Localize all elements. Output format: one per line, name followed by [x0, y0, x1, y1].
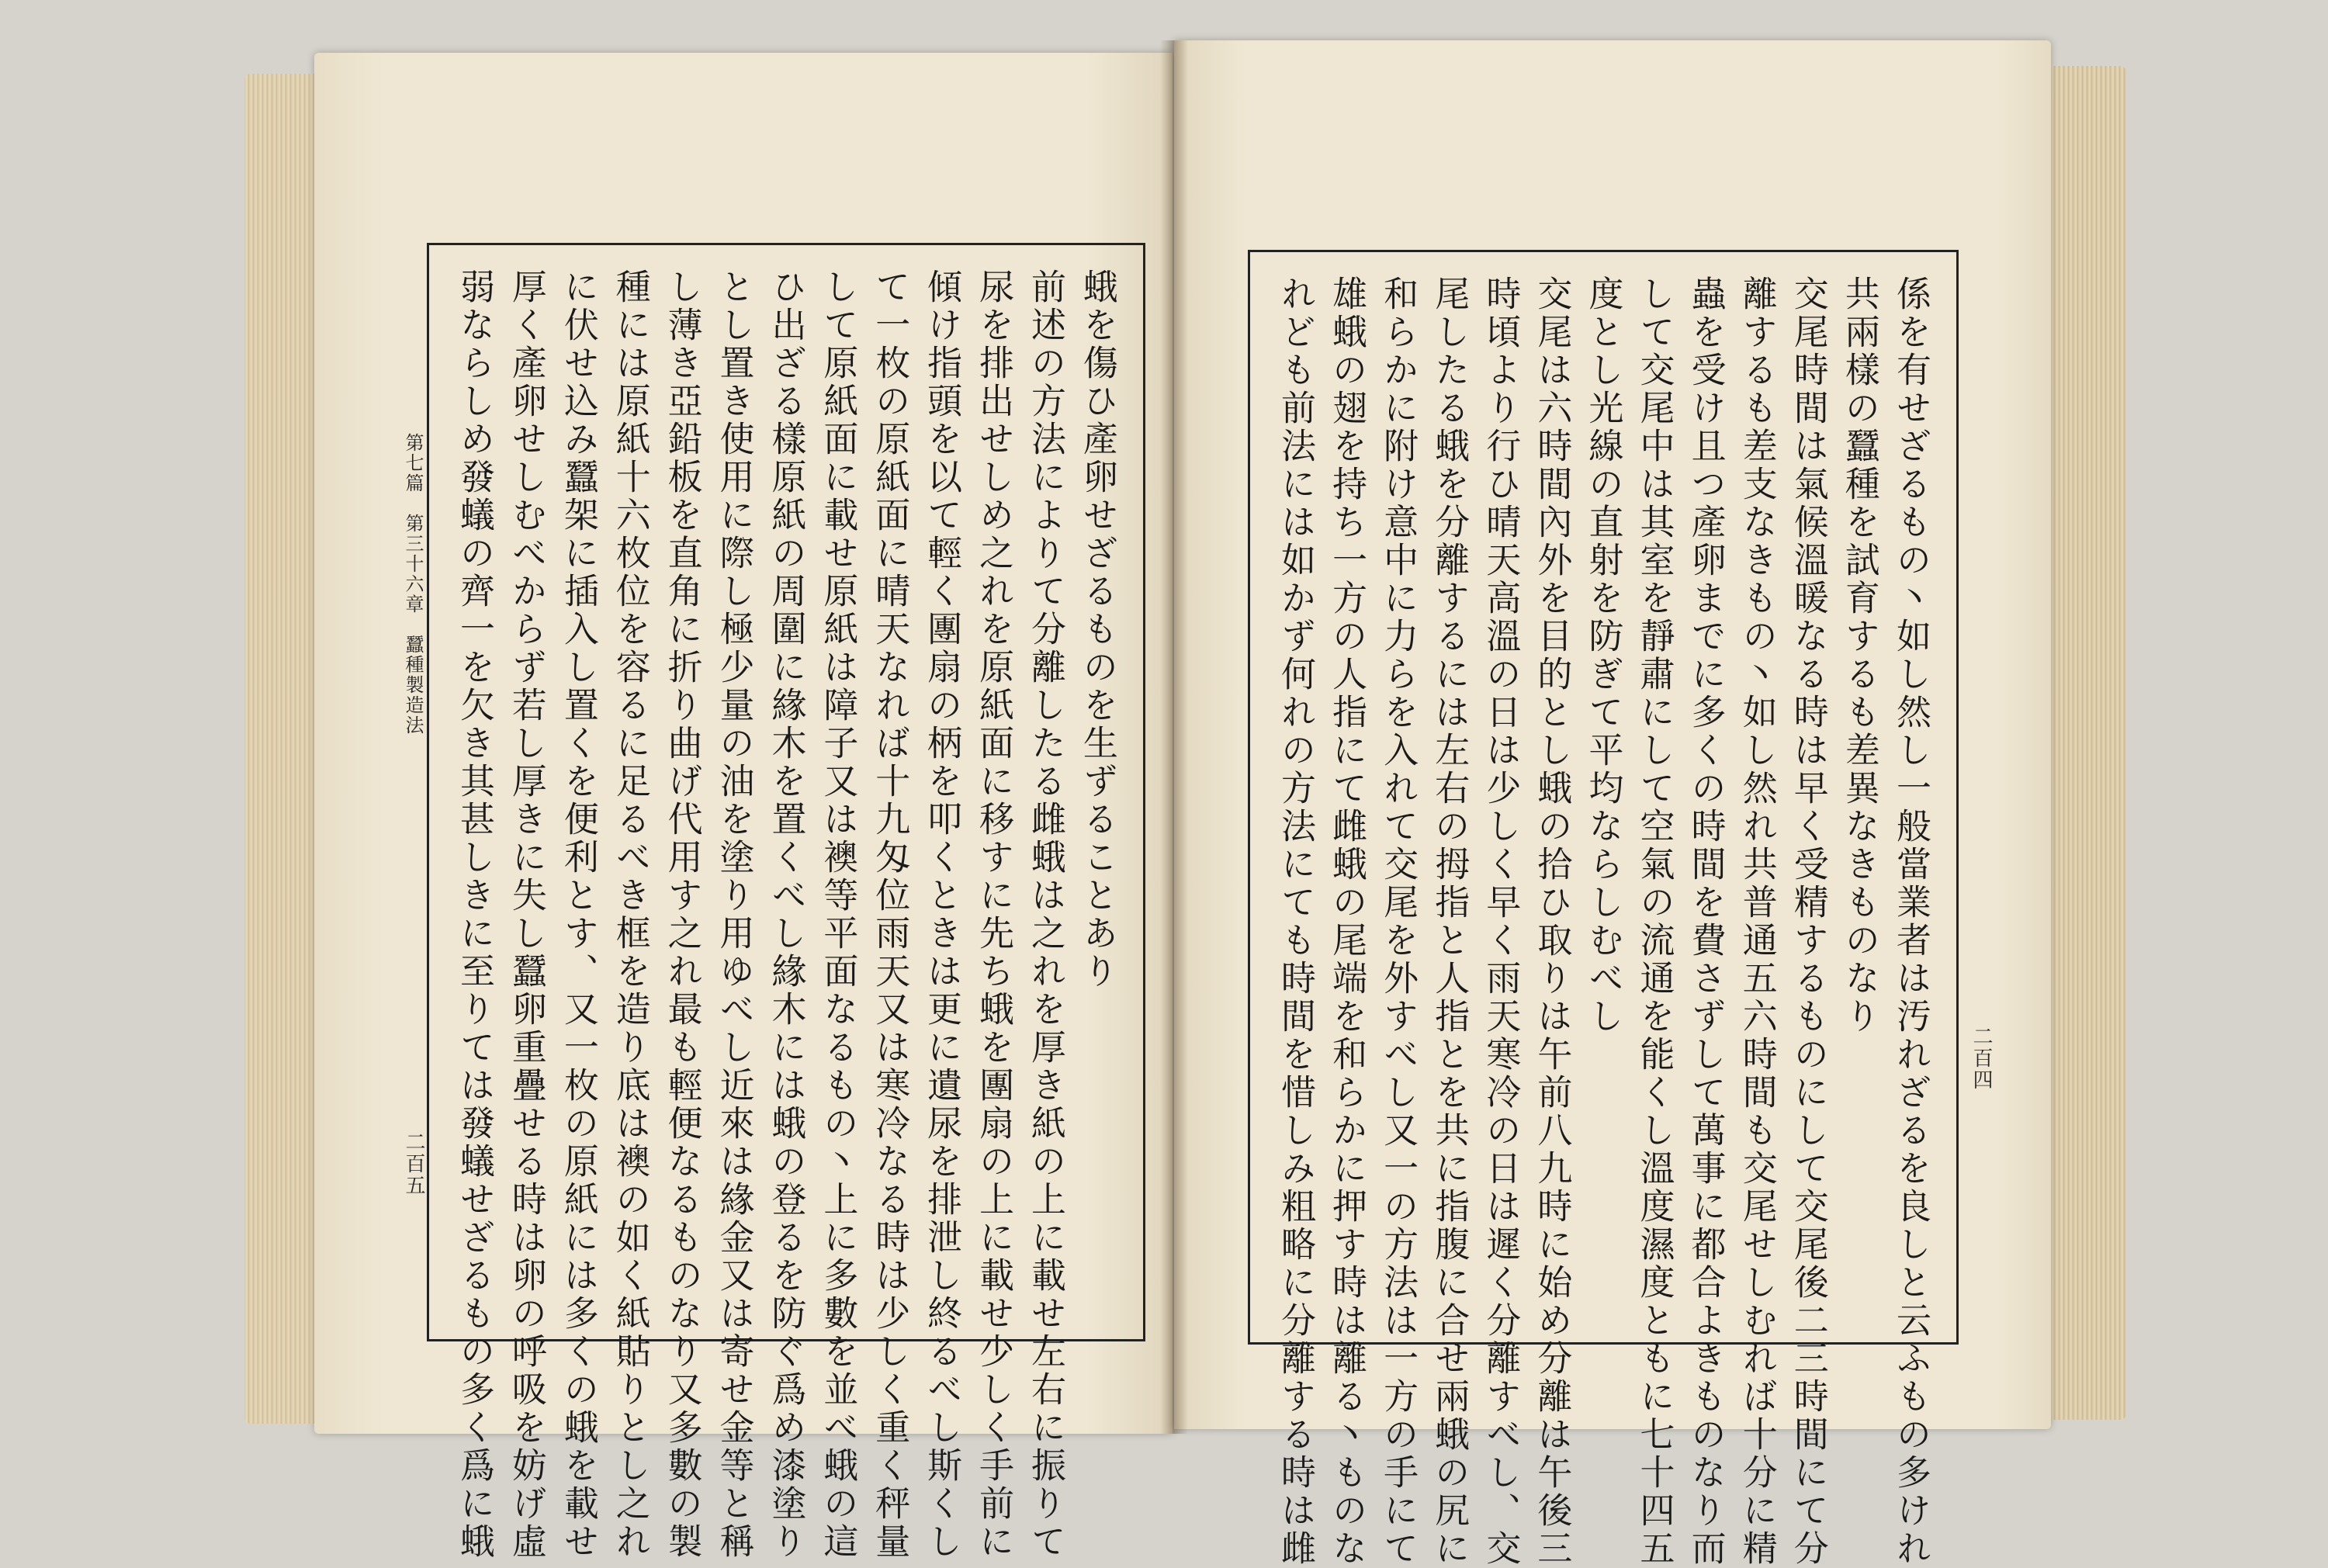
text-column: 共兩樣の蠶種を試育するも差異なきものなり: [1838, 275, 1880, 1036]
page-edges-right: [2041, 66, 2126, 1420]
text-column: 雄蛾の翅を持ち一方の人指にて雌蛾の尾端を和らかに押す時は離る丶ものな: [1326, 275, 1368, 1568]
page-number-left: 二百五: [402, 1131, 425, 1196]
left-page: [314, 53, 1173, 1561]
text-column: 時頃より行ひ晴天高溫の日は少しく早く雨天寒冷の日は遲く分離すべし、交: [1480, 275, 1522, 1568]
text-column: し薄き亞鉛板を直角に折り曲げ代用す之れ最も輕便なるものなり又多數の製: [661, 268, 703, 1561]
text-column: して原紙面に載せ原紙は障子又は襖等平面なるもの丶上に多數を並べ蛾の這: [817, 268, 859, 1561]
text-column: て一枚の原紙面に晴天なれば十九匁位雨天又は寒冷なる時は少しく重く秤量: [869, 268, 911, 1561]
page-number-right: 二百四: [1969, 1026, 1993, 1091]
text-column: 離するも差支なきもの丶如し然れ共普通五六時間も交尾せしむれば十分に精: [1736, 275, 1778, 1568]
text-column: 前述の方法によりて分離したる雌蛾は之れを厚き紙の上に載せ左右に振りて: [1024, 268, 1066, 1561]
text-column: して交尾中は其室を靜肅にして空氣の流通を能くし溫度濕度ともに七十四五: [1633, 275, 1675, 1568]
text-column: 尾したる蛾を分離するには左右の拇指と人指とを共に指腹に合せ兩蛾の尻に: [1429, 275, 1471, 1568]
text-column: 種には原紙十六枚位を容るに足るべき框を造り底は襖の如く紙貼りとし之れ: [609, 268, 651, 1561]
running-head: 第七篇 第三十六章 蠶種製造法: [402, 433, 424, 736]
text-column: 蟲を受け且つ產卵までに多くの時間を費さずして萬事に都合よきものなり而: [1685, 275, 1727, 1568]
text-column: 係を有せざるもの丶如し然し一般當業者は汚れざるを良しと云ふもの多けれ: [1890, 275, 1931, 1568]
text-column: 尿を排出せしめ之れを原紙面に移すに先ち蛾を團扇の上に載せ少しく手前に: [973, 268, 1015, 1561]
text-frame-right: [1248, 250, 1959, 1568]
right-page: [1174, 40, 2051, 1568]
text-column: 蛾を傷ひ產卵せざるものを生ずることあり: [1076, 268, 1118, 991]
text-column: 度とし光線の直射を防ぎて平均ならしむべし: [1582, 275, 1624, 1036]
text-column: ひ出ざる樣原紙の周圍に緣木を置くべし緣木には蛾の登るを防ぐ爲め漆塗り: [765, 268, 807, 1561]
page-edges-left: [244, 74, 322, 1424]
text-column: 厚く產卵せしむべからず若し厚きに失し蠶卵重疊せる時は卵の呼吸を妨げ虛: [505, 268, 547, 1561]
text-column: 交尾は六時間內外を目的とし蛾の拾ひ取りは午前八九時に始め分離は午後三: [1531, 275, 1573, 1568]
body-text-left: [429, 245, 1143, 1561]
text-column: 交尾時間は氣候溫暖なる時は早く受精するものにして交尾後二三時間にて分: [1787, 275, 1829, 1568]
text-column: 弱ならしめ發蟻の齊一を欠き其甚しきに至りては發蟻せざるもの多く爲に蛾: [454, 268, 495, 1561]
text-column: 傾け指頭を以て輕く團扇の柄を叩くときは更に遺尿を排泄し終るべし斯くし: [921, 268, 963, 1561]
text-frame-left: [427, 243, 1145, 1561]
text-column: とし置き使用に際し極少量の油を塗り用ゆべし近來は緣金又は寄せ金等と稱: [713, 268, 755, 1561]
book-gutter: [1160, 40, 1188, 1434]
text-column: 和らかに附け意中に力らを入れて交尾を外すべし又一の方法は一方の手にて: [1377, 275, 1419, 1568]
body-text-right: [1250, 252, 1956, 1568]
text-column: れども前法には如かず何れの方法にても時間を惜しみ粗略に分離する時は雌: [1275, 275, 1316, 1568]
text-column: に伏せ込み蠶架に插入し置くを便利とす、又一枚の原紙には多くの蛾を載せ: [557, 268, 599, 1561]
